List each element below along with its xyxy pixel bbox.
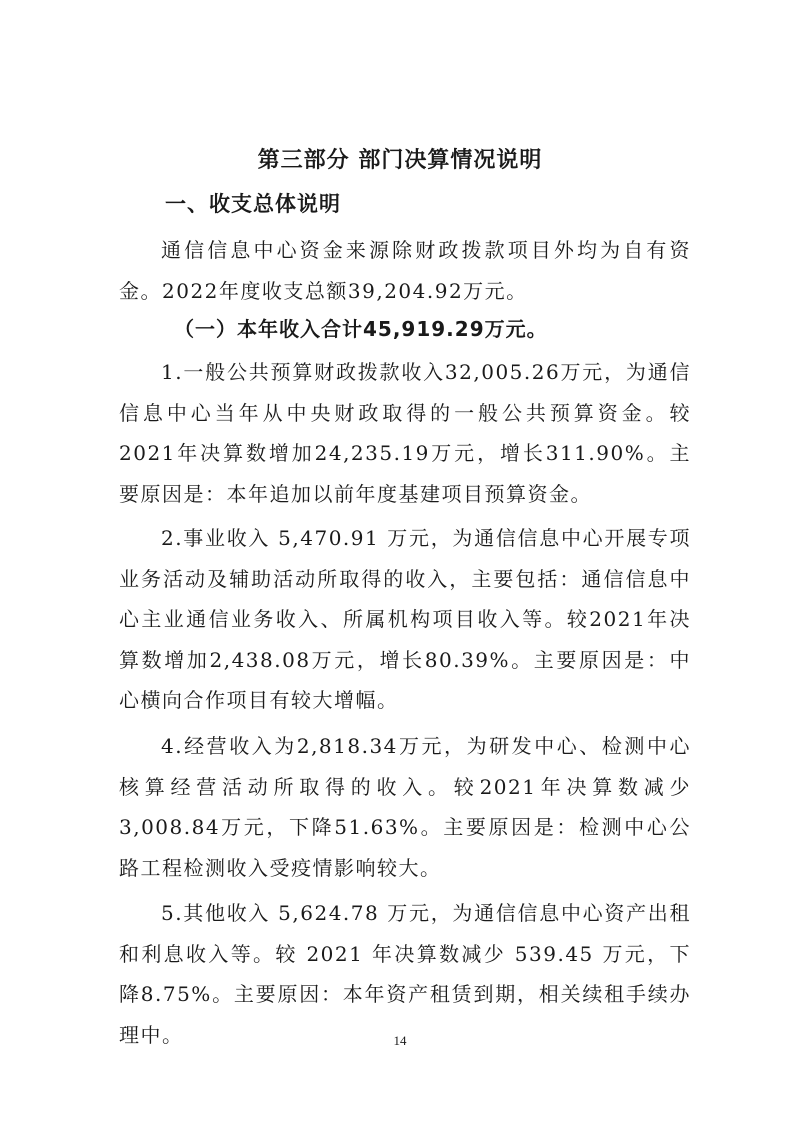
intro-paragraph: 通信信息中心资金来源除财政拨款项目外均为自有资金。2022年度收支总额39,204.92万元。	[119, 238, 691, 303]
paragraph-business-income: 2.事业收入 5,470.91 万元，为通信信息中心开展专项业务活动及辅助活动所取得的收入，主要包括：通信信息中心主业通信业务收入、所属机构项目收入等。较2021年决算数增加2,438.08万元，增长80.39%。主要原因是：中心横向合作项目有较大增幅。	[119, 526, 691, 712]
page-number: 14	[393, 1033, 407, 1048]
heading-revenue-expenditure-overview: 一、收支总体说明	[165, 192, 341, 216]
paragraph-general-budget-income: 1.一般公共预算财政拨款收入32,005.26万元，为通信信息中心当年从中央财政取得的一般公共预算资金。较2021年决算数增加24,235.19万元，增长311.90%。主要原因是：本年追加以前年度基建项目预算资金。	[119, 360, 691, 506]
paragraph-other-income: 5.其他收入 5,624.78 万元，为通信信息中心资产出租和利息收入等。较 2021 年决算数减少 539.45 万元，下降8.75%。主要原因：本年资产租赁到期，相关续租手续办理中。	[119, 901, 691, 1047]
section-title: 第三部分 部门决算情况说明	[257, 148, 543, 173]
subheading-total-income: （一）本年收入合计45,919.29万元。	[174, 317, 548, 341]
paragraph-operating-income: 4.经营收入为2,818.34万元，为研发中心、检测中心核算经营活动所取得的收入。较2021年决算数减少3,008.84万元，下降51.63%。主要原因是：检测中心公路工程检测收入受疫情影响较大。	[119, 734, 691, 880]
